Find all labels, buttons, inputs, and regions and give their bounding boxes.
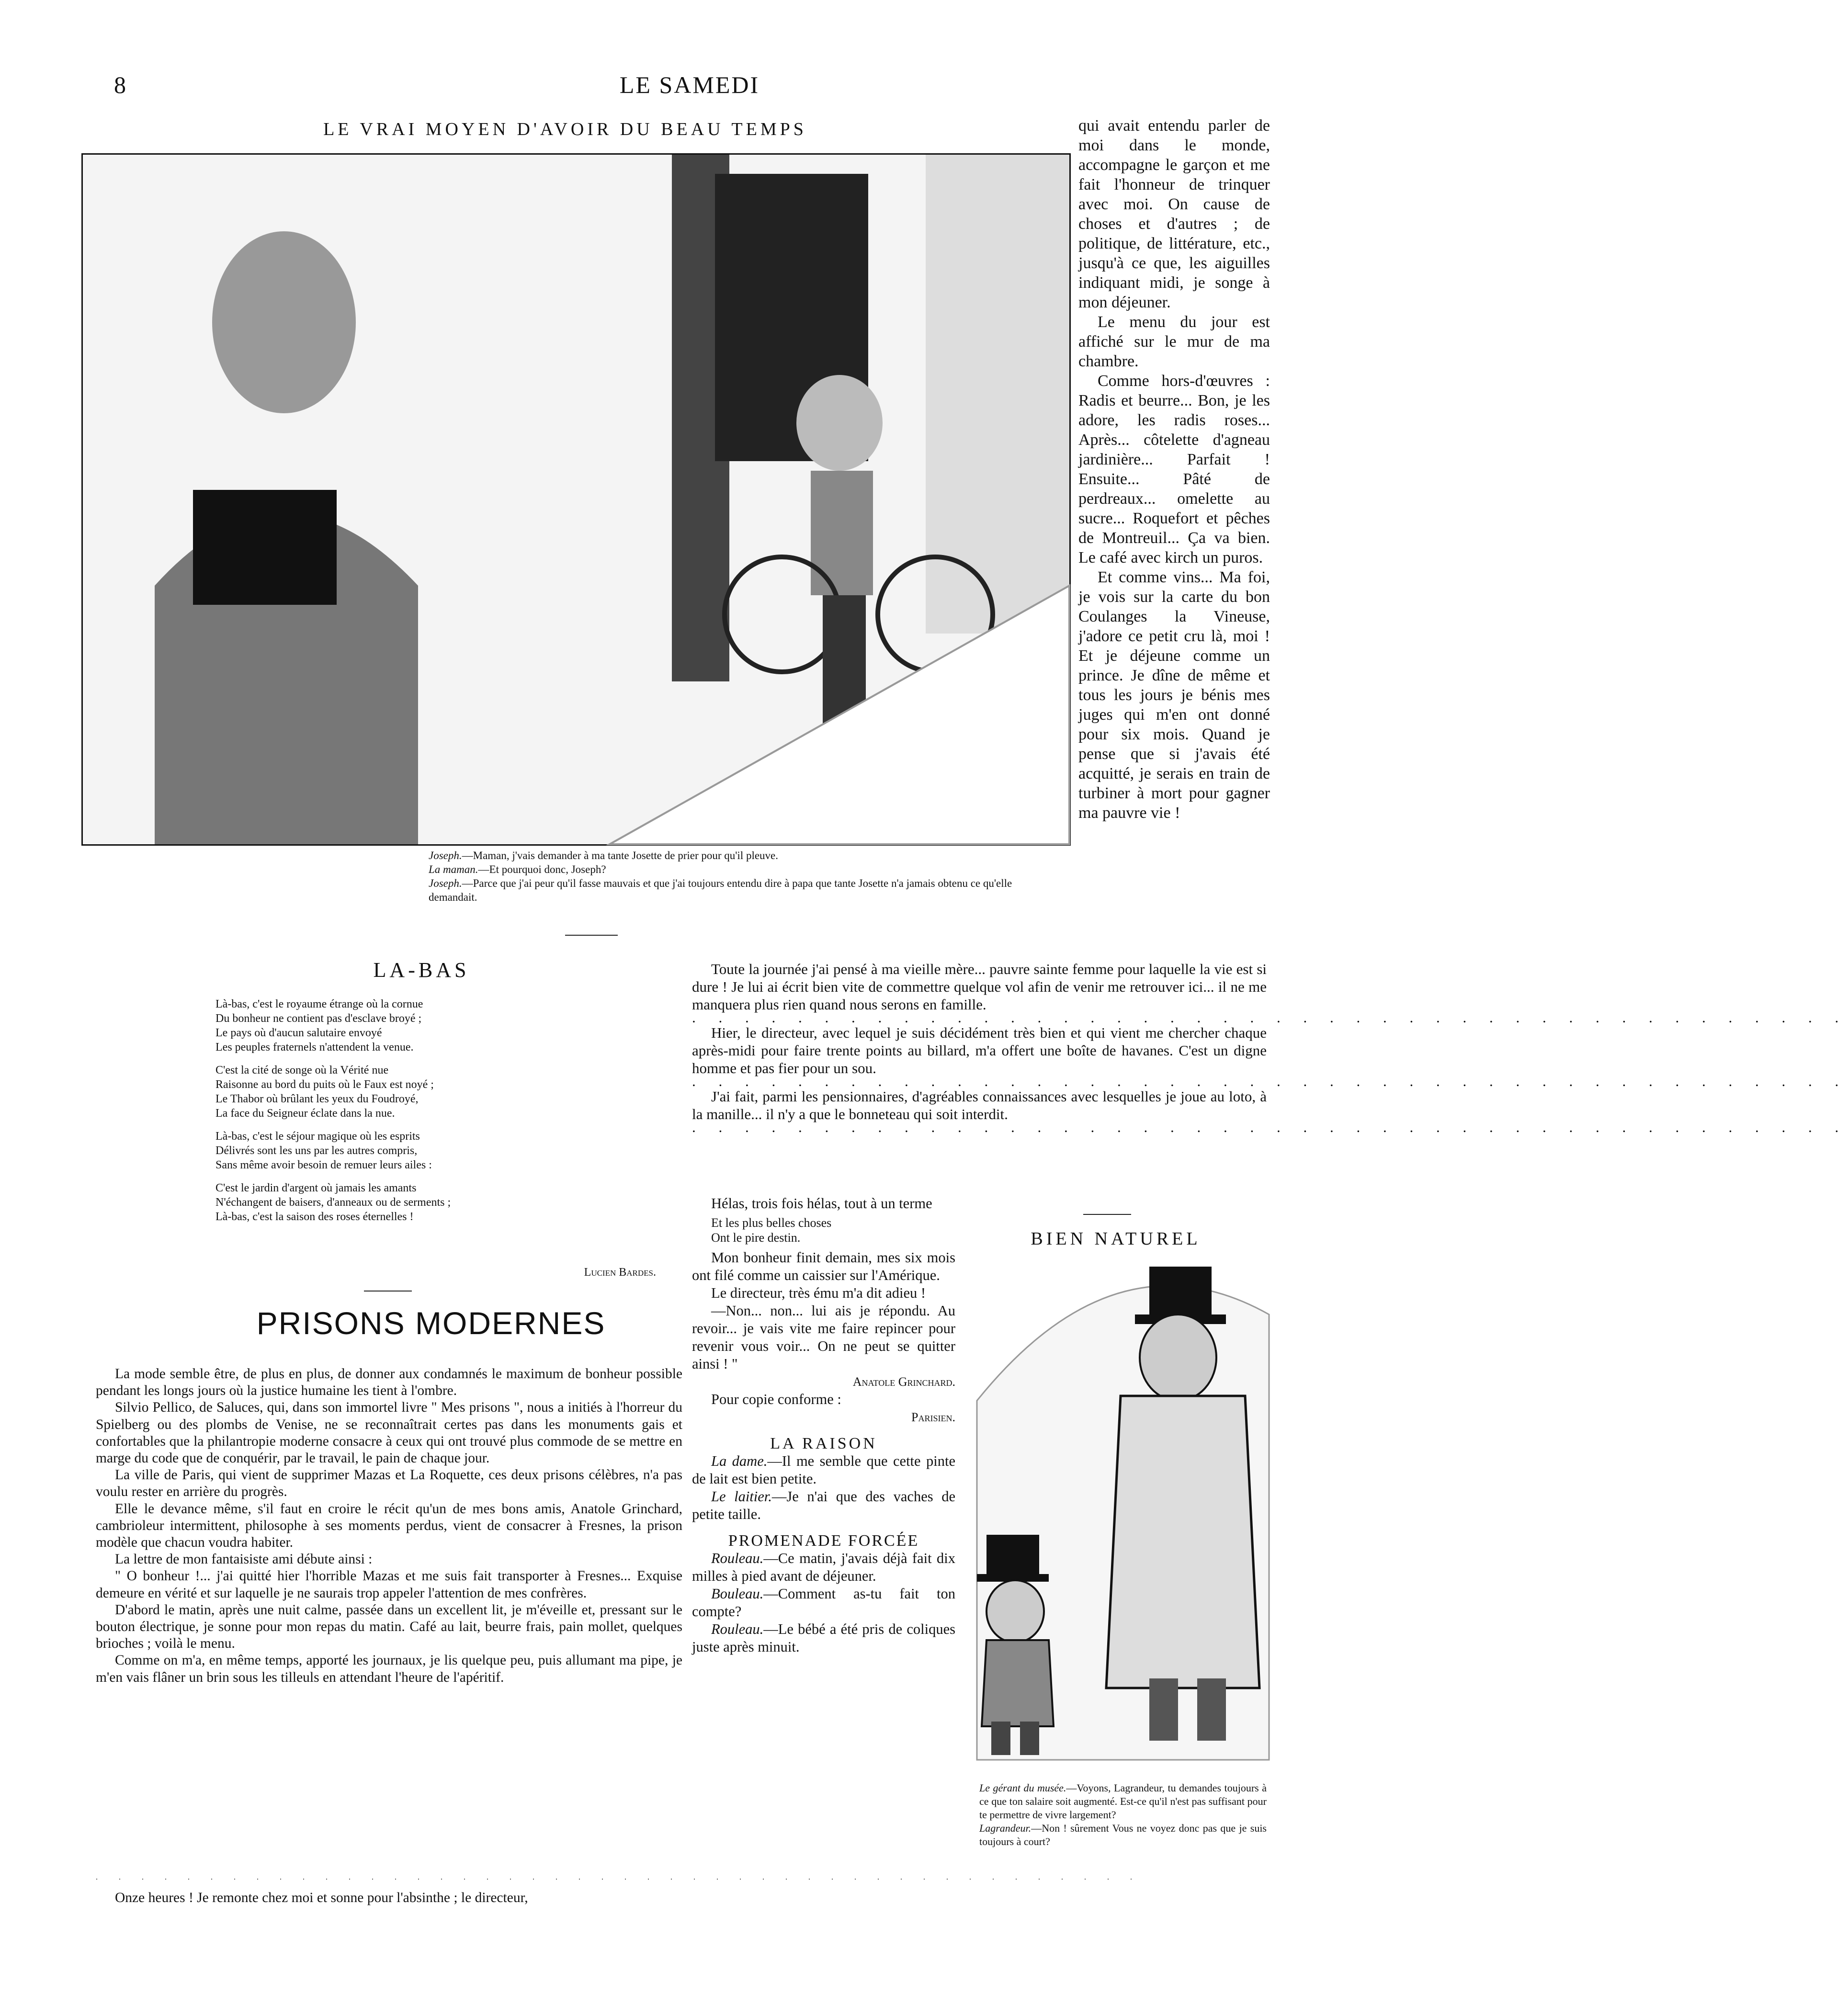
section-title: LA RAISON xyxy=(770,1435,877,1452)
caption-line: Lagrandeur.—Non ! sûrement Vous ne voyez donc pas que je suis toujours à court? xyxy=(979,1822,1267,1847)
paragraph: Mon bonheur finit demain, mes six mois ont filé comme un caissier sur l'Amérique. xyxy=(692,1249,955,1283)
paragraph: —Non... non... lui ais je répondu. Au revoir... je vais vite me faire repincer pour revenir vous voir... On ne peut se quitter ainsi ! " xyxy=(692,1303,955,1372)
caption-line: Joseph.—Maman, j'vais demander à ma tante Josette de prier pour qu'il pleuve. xyxy=(429,850,779,861)
paragraph: La mode semble être, de plus en plus, de donner aux condamnés le maximum de bonheur possible pendant les longs jours où la justice humaine les tient à l'ombre. xyxy=(96,1366,682,1399)
paragraph: Le menu du jour est affiché sur le mur de ma chambre. xyxy=(1078,313,1270,370)
separator xyxy=(364,1291,412,1292)
middle-column-top xyxy=(692,960,1848,1135)
dialogue-line: Le laitier.—Je n'ai que des vaches de petite taille. xyxy=(692,1488,955,1522)
section-title: PROMENADE FORCÉE xyxy=(728,1532,919,1550)
article-prisons xyxy=(96,1366,682,1686)
dialogue-line: Rouleau.—Ce matin, j'avais déjà fait dix milles à pied avant de déjeuner. xyxy=(692,1550,955,1584)
right-column-text xyxy=(1078,116,1270,823)
dotted-separator: . . . . . . . . . . . . . . . . . . . . . . . . . . . . . . . . . . . . . . . . . . . . xyxy=(692,1119,1848,1135)
paragraph: Elle le devance même, s'il faut en croire le récit qu'un de mes bons amis, Anatole Grinchard, cambrioleur intermittent, philosophe à ses moments perdus, vient de consacrer à Fresnes, la prison modèle que chacun voudra habiter. xyxy=(96,1501,682,1551)
paragraph: La lettre de mon fantaisiste ami débute ainsi : xyxy=(115,1552,373,1567)
paragraph: J'ai fait, parmi les pensionnaires, d'agréables connaissances avec lesquelles je joue au loto, à la manille... il n'y a que le bonneteau qui soit interdit. xyxy=(692,1088,1267,1122)
caption-line: Le gérant du musée.—Voyons, Lagrandeur, tu demandes toujours à ce que ton salaire soit augmenté. Est-ce qu'il n'est pas suffisant pour te permettre de vivre largement? xyxy=(979,1782,1267,1821)
paragraph: Comme on m'a, en même temps, apporté les journaux, je lis quelque peu, puis allumant ma pipe, je m'en vais flâner un brin sous les tilleuls en attendant l'heure de l'apéritif. xyxy=(96,1653,682,1685)
page-number: 8 xyxy=(114,71,127,98)
signature: Parisien. xyxy=(911,1410,955,1424)
poem-signature: Lucien Bardes. xyxy=(584,1266,656,1279)
illustration-title: LE VRAI MOYEN D'AVOIR DU BEAU TEMPS xyxy=(323,119,807,139)
newspaper-title: LE SAMEDI xyxy=(619,71,760,98)
illustration-mother-son xyxy=(81,153,1071,846)
poem-stanza: Là-bas, c'est le séjour magique où les esprits Délivrés sont les uns par les autres compris, Sans même avoir besoin de remuer leurs ailes : xyxy=(215,1130,432,1171)
poem-stanza: C'est le jardin d'argent où jamais les amants N'échangent de baisers, d'anneaux ou de serments ; Là-bas, c'est la saison des roses éternelles ! xyxy=(215,1182,451,1223)
article-last-line: Onze heures ! Je remonte chez moi et sonne pour l'absinthe ; le directeur, xyxy=(115,1890,528,1905)
paragraph: Hélas, trois fois hélas, tout à un terme xyxy=(711,1195,932,1212)
paragraph: D'abord le matin, après une nuit calme, passée dans un excellent lit, je m'éveille et, pressant sur le bouton électrique, je sonne pour mon repas du matin. Café au lait, beurre frais, pain mollet, quelques brioches ; voilà le menu. xyxy=(96,1602,682,1652)
poem-la-bas xyxy=(215,997,646,1233)
signature: Anatole Grinchard. xyxy=(852,1375,955,1389)
paragraph: La ville de Paris, qui vient de supprimer Mazas et La Roquette, ces deux prisons célèbres, n'a pas voulu rester en arrière du progrès. xyxy=(96,1467,682,1500)
paragraph: Hier, le directeur, avec lequel je suis décidément très bien et qui vient me chercher chaque après-midi pour faire trente points au billard, m'a offert une boîte de havanes. C'est un digne homme et pas fier pour un sou. xyxy=(692,1024,1267,1076)
separator xyxy=(565,935,618,936)
dotted-separator: . . . . . . . . . . . . . . . . . . . . . . . . . . . . . . . . . . . . . . . . . . . . . . xyxy=(96,1873,1142,1881)
separator xyxy=(1083,1214,1131,1215)
dotted-separator: . . . . . . . . . . . . . . . . . . . . . . . . . . . . . . . . . . . . . . . . . . . . xyxy=(692,1073,1848,1089)
cartoon-caption xyxy=(979,1781,1267,1848)
paragraph: Pour copie conforme : xyxy=(711,1391,841,1407)
poem-stanza: Là-bas, c'est le royaume étrange où la cornue Du bonheur ne contient pas d'esclave broyé ; Le pays où d'aucun salutaire envoyé Les peuples fraternels n'attendent la venue. xyxy=(215,998,423,1054)
dialogue-line: Rouleau.—Le bébé a été pris de coliques juste après minuit. xyxy=(692,1621,955,1655)
poem-stanza: C'est la cité de songe où la Vérité nue Raisonne au bord du puits où le Faux est noyé ; Le Thabor où brûlant les yeux du Foudroyé, La face du Seigneur éclate dans la nue. xyxy=(215,1064,434,1120)
illustration-cartoon xyxy=(963,1257,1269,1760)
cartoon-drawing xyxy=(963,1257,1269,1760)
dotted-separator: . . . . . . . . . . . . . . . . . . . . . . . . . . . . . . . . . . . . . . . . . . . . xyxy=(692,1009,1848,1026)
illustration-drawing xyxy=(83,155,1069,844)
paragraph: Et comme vins... Ma foi, je vois sur la carte du bon Coulanges la Vineuse, j'adore ce petit cru là, moi ! Et je déjeune comme un prince. Je dîne de même et tous les jours je bénis mes juges qui m'en ont donné pour six mois. Quand je pense que si j'avais été acquitté, je serais en train de turbiner à mort pour gagner ma pauvre vie ! xyxy=(1078,568,1270,822)
paragraph: Silvio Pellico, de Saluces, qui, dans son immortel livre " Mes prisons ", nous a initiés à l'horreur du Spielberg ou des plombs de Venise, ne se reconnaîtrait certes pas dans les monuments gais et confortables que la philantropie moderne consacre à ceux qui ont trouvé plus commode de se mettre en marge du code que de conquérir, par le travail, le pain de chaque jour. xyxy=(96,1400,682,1466)
paragraph: Le directeur, très ému m'a dit adieu ! xyxy=(711,1285,926,1301)
article-title: PRISONS MODERNES xyxy=(256,1305,606,1341)
paragraph: " O bonheur !... j'ai quitté hier l'horrible Mazas et me suis fait transporter à Fresnes... Exquise demeure en vérité et sur laquelle je ne saurais trop appeler l'attention de mes confrères. xyxy=(96,1568,682,1601)
caption-line: Joseph.—Parce que j'ai peur qu'il fasse mauvais et que j'ai toujours entendu dire à papa que tante Josette n'a jamais obtenu ce qu'elle demandait. xyxy=(429,877,1012,903)
poem-title: LA-BAS xyxy=(373,958,470,982)
paragraph: Toute la journée j'ai pensé à ma vieille mère... pauvre sainte femme pour laquelle la vie est si dure ! Je lui ai écrit bien vite de commettre quelque vol afin de venir me retrouver ici... il ne me manquera plus rien quand nous serons en famille. xyxy=(692,961,1267,1013)
cartoon-title: BIEN NATUREL xyxy=(1031,1229,1201,1249)
dialogue-line: Bouleau.—Comment as-tu fait ton compte? xyxy=(692,1586,955,1620)
verse: Et les plus belles choses Ont le pire destin. xyxy=(711,1216,832,1245)
caption-line: La maman.—Et pourquoi donc, Joseph? xyxy=(429,863,606,875)
illustration-caption xyxy=(429,849,1051,904)
paragraph: Comme hors-d'œuvres : Radis et beurre... Bon, je les adore, les radis roses... Après... côtelette d'agneau jardinière... Parfait ! Ensuite... Pâté de perdreaux... omelette au sucre... Roquefort et pêches de Montreuil... Ça va bien. Le café avec kirch un puros. xyxy=(1078,372,1270,566)
dialogue-line: La dame.—Il me semble que cette pinte de lait est bien petite. xyxy=(692,1453,955,1487)
middle-column-narrow xyxy=(692,1195,955,1656)
paragraph: qui avait entendu parler de moi dans le monde, accompagne le garçon et me fait l'honneur de trinquer avec moi. On cause de choses et d'autres ; de politique, de littérature, etc., jusqu'à ce que, les aiguilles indiquant midi, je songe à mon déjeuner. xyxy=(1078,117,1270,311)
